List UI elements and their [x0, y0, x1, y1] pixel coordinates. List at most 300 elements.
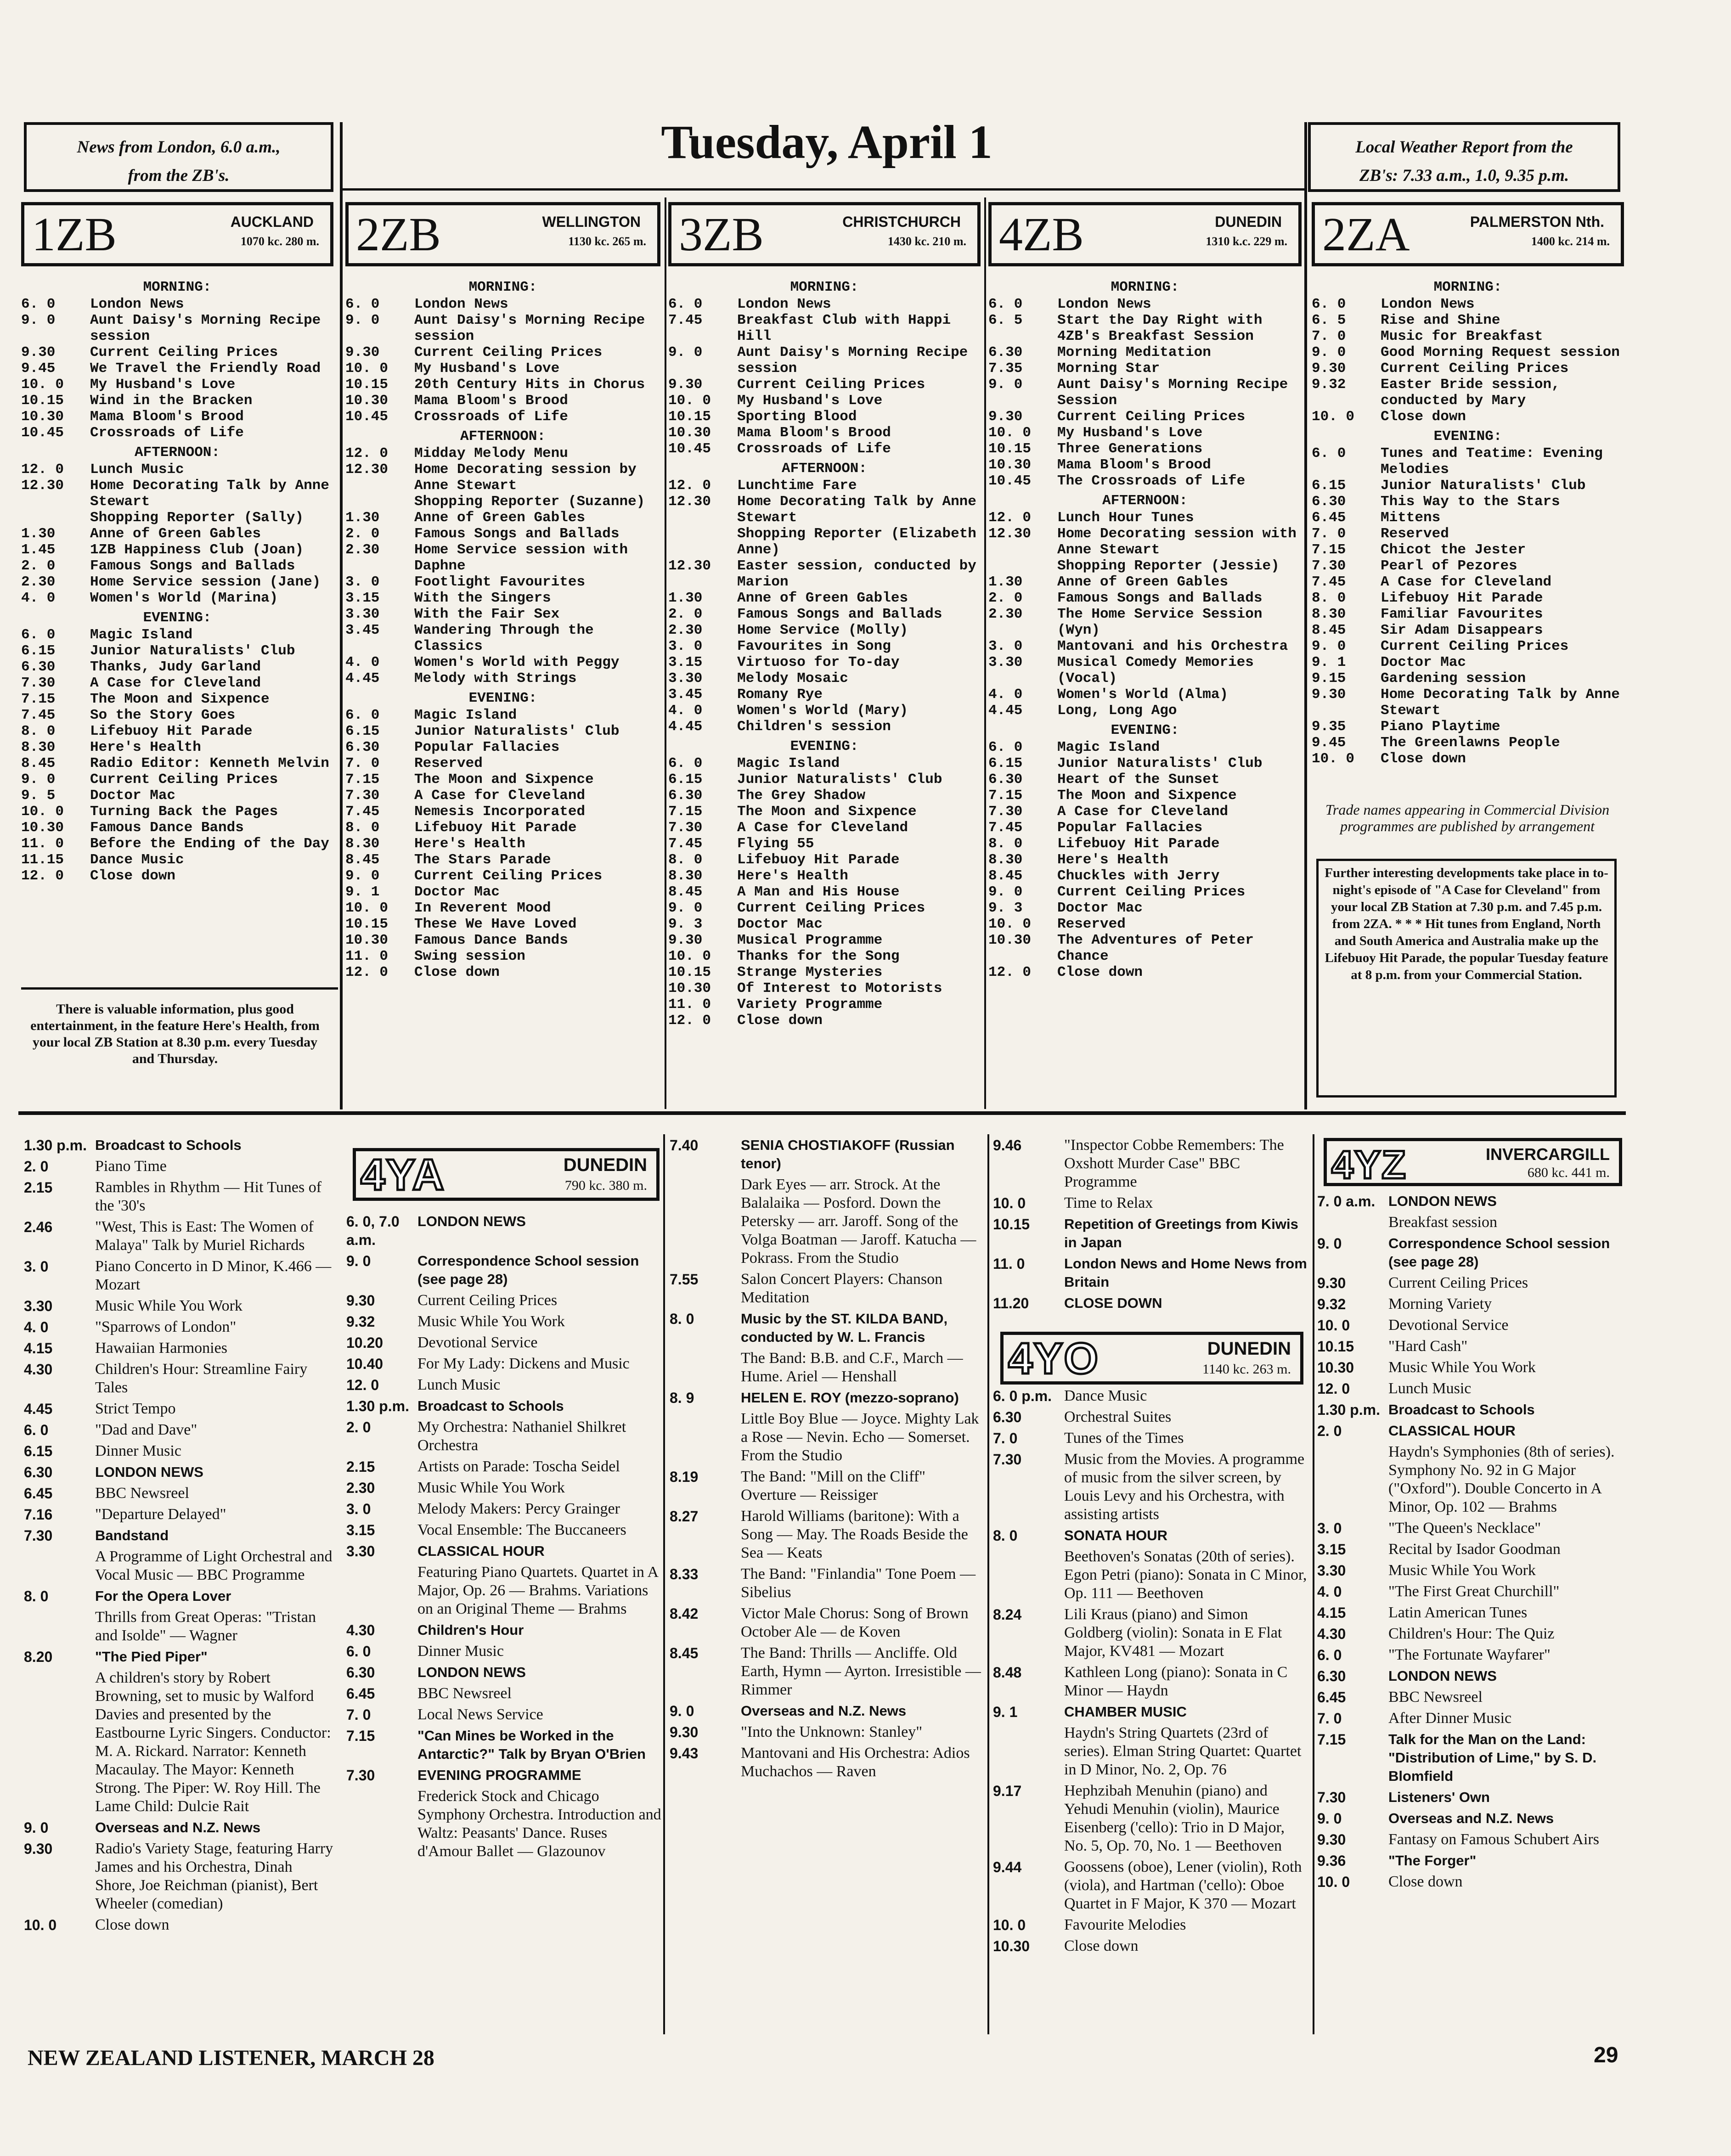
program-time: 4. 0: [668, 703, 703, 719]
program-row: [346, 1376, 661, 1394]
station-schedule-1zb: [21, 276, 333, 884]
program-row: [345, 932, 660, 948]
right-weather-note: [1308, 122, 1620, 192]
program-row: [988, 755, 1302, 771]
program-title: Current Ceiling Prices: [737, 377, 925, 393]
program-time: 6.45: [1317, 1689, 1346, 1706]
program-title: Current Ceiling Prices: [414, 344, 603, 360]
program-time: 9. 0: [24, 1819, 49, 1836]
program-title: The Band: B.B. and C.F., March — Hume. Ariel — Henshall: [741, 1350, 963, 1385]
program-time: 7.45: [1312, 574, 1346, 590]
station-frequency: 1400 kc. 214 m.: [1531, 235, 1610, 248]
program-time: 10.15: [993, 1216, 1030, 1233]
program-time: 9. 1: [1312, 654, 1346, 670]
program-row: [345, 820, 660, 836]
program-time: [993, 1724, 1064, 1779]
program-time: 7. 0 a.m.: [1317, 1193, 1376, 1210]
program-row: [1317, 1422, 1620, 1440]
program-title: Close down: [1381, 751, 1466, 767]
logo-4ya-letters: 4YA: [361, 1150, 445, 1199]
program-row: [346, 1397, 661, 1415]
program-time: 12. 0: [345, 445, 389, 462]
program-title: Lunch Music: [1388, 1380, 1472, 1397]
program-row: [24, 1916, 336, 1934]
program-time: 6.30: [1317, 1668, 1346, 1684]
program-title: HELEN E. ROY (mezzo-soprano): [741, 1390, 959, 1406]
program-row: [1317, 1688, 1620, 1706]
program-time: 6.30: [346, 1664, 375, 1681]
program-row: [668, 409, 981, 425]
program-title: Chuckles with Jerry: [1057, 868, 1220, 884]
program-row: [21, 868, 333, 884]
col-rule-1: [340, 122, 343, 1109]
program-time: 10.45: [21, 425, 64, 441]
program-time: 8. 9: [670, 1390, 694, 1406]
program-row: [993, 1663, 1310, 1700]
program-time: [24, 1669, 95, 1816]
program-time: 10.30: [988, 457, 1032, 473]
program-row: [988, 852, 1302, 868]
program-title: Of Interest to Motorists: [737, 980, 942, 996]
program-time: 10. 0: [668, 948, 711, 964]
program-time: 4.15: [1317, 1604, 1346, 1621]
program-time: 9.36: [1317, 1852, 1346, 1869]
program-title: Devotional Service: [1388, 1317, 1509, 1334]
program-row: [1317, 1646, 1620, 1664]
program-title: Close down: [1388, 1873, 1463, 1890]
program-time: 7.55: [670, 1271, 699, 1288]
program-time: 9.45: [21, 360, 56, 377]
program-row: [24, 1505, 336, 1524]
program-title: CLOSE DOWN: [1064, 1295, 1162, 1311]
program-title: Anne of Green Gables: [1057, 574, 1229, 590]
program-time: 9.30: [345, 344, 380, 360]
program-title: Thrills from Great Operas: "Tristan and Isolde" — Wagner: [95, 1609, 316, 1644]
program-title: Overseas and N.Z. News: [1388, 1810, 1554, 1826]
program-row: [24, 1840, 336, 1913]
program-time: 9.35: [1312, 719, 1346, 735]
program-row: [988, 804, 1302, 820]
program-title: Music for Breakfast: [1381, 328, 1543, 344]
program-time: 11. 0: [345, 948, 389, 964]
program-time: 7.30: [668, 820, 703, 836]
program-title: Piano Concerto in D Minor, K.466 — Mozart: [95, 1258, 332, 1293]
program-row: [1317, 1540, 1620, 1559]
program-time: 7.30: [346, 1767, 375, 1784]
program-title: "Inspector Cobbe Remembers: The Oxshott Murder Case" BBC Programme: [1064, 1137, 1284, 1190]
program-title: Haydn's String Quartets (23rd of series). Elman String Quartet: Quartet in D Minor, No. 2, Op. 76: [1064, 1724, 1302, 1778]
program-row: [988, 739, 1302, 755]
program-title: Close down: [90, 868, 176, 884]
program-row: [24, 1218, 336, 1255]
program-time: 9.32: [1312, 377, 1346, 393]
program-time: 9. 0: [21, 312, 56, 328]
program-row: [993, 1548, 1310, 1603]
program-title: Artists on Parade: Toscha Seidel: [417, 1458, 620, 1475]
program-row: [668, 932, 981, 948]
program-time: 3.15: [345, 590, 380, 606]
program-title: Musical Comedy Memories (Vocal): [1057, 654, 1254, 687]
program-row: [1312, 654, 1624, 670]
program-row: [670, 1744, 985, 1781]
program-time: 4. 0: [988, 687, 1023, 703]
program-time: 11.15: [21, 852, 64, 868]
program-row: [346, 1418, 661, 1455]
program-row: [24, 1360, 336, 1397]
program-title: Favourite Melodies: [1064, 1916, 1186, 1933]
program-title: Little Boy Blue — Joyce. Mighty Lak a Rose — Nevin. Echo — Somerset. From the Studio: [741, 1410, 979, 1464]
program-row: [1317, 1604, 1620, 1622]
program-row: [988, 820, 1302, 836]
program-row: [346, 1542, 661, 1560]
program-time: [21, 510, 90, 526]
program-title: Broadcast to Schools: [95, 1137, 242, 1153]
program-title: Shopping Reporter (Elizabeth Anne): [737, 526, 976, 558]
program-title: Famous Songs and Ballads: [90, 558, 295, 574]
program-row: [670, 1565, 985, 1602]
program-time: 8.45: [345, 852, 380, 868]
program-time: [24, 1548, 95, 1584]
program-time: 8. 0: [668, 852, 703, 868]
program-title: Aunt Daisy's Morning Recipe Session: [1057, 377, 1288, 409]
program-time: 1.30: [668, 590, 703, 606]
program-title: Beethoven's Sonatas (20th of series). Egon Petri (piano): Sonata in C Minor, Op. 111 — Beethoven: [1064, 1548, 1307, 1602]
program-time: 6.15: [345, 723, 380, 739]
program-row: [993, 1703, 1310, 1721]
program-row: [345, 296, 660, 312]
program-title: Footlight Favourites: [414, 574, 586, 590]
program-row: [668, 344, 981, 377]
program-title: Aunt Daisy's Morning Recipe session: [414, 312, 645, 344]
program-time: 1.30: [988, 574, 1023, 590]
program-title: A Programme of Light Orchestral and Vocal Music — BBC Programme: [95, 1548, 333, 1583]
program-time: 12. 0: [21, 462, 64, 478]
program-time: 1.30 p.m.: [24, 1137, 87, 1154]
program-row: [668, 558, 981, 590]
station-header-2za: [1312, 202, 1624, 266]
program-title: The Grey Shadow: [737, 788, 866, 804]
program-title: Midday Melody Menu: [414, 445, 568, 462]
program-row: [345, 526, 660, 542]
program-time: 6.30: [1312, 494, 1346, 510]
program-row: [24, 1669, 336, 1816]
program-row: [21, 691, 333, 707]
program-row: [668, 996, 981, 1013]
program-title: Junior Naturalists' Club: [737, 771, 942, 788]
program-time: 12.30: [345, 462, 389, 478]
program-title: "The Fortunate Wayfarer": [1388, 1646, 1551, 1663]
program-title: LONDON NEWS: [1388, 1668, 1497, 1684]
program-time: 10. 0: [21, 377, 64, 393]
program-row: [993, 1215, 1310, 1252]
program-title: Morning Variety: [1388, 1295, 1492, 1312]
program-row: [993, 1605, 1310, 1661]
program-row: [346, 1727, 661, 1763]
program-row: [345, 445, 660, 462]
program-title: Mantovani and his Orchestra: [1057, 638, 1288, 654]
program-title: Easter Bride session, conducted by Mary: [1381, 377, 1560, 409]
program-title: In Reverent Mood: [414, 900, 551, 916]
program-time: 6.30: [988, 344, 1023, 360]
program-time: 4. 0: [21, 590, 56, 606]
program-row: [993, 1526, 1310, 1545]
program-time: 10.20: [346, 1334, 383, 1351]
program-title: The Moon and Sixpence: [737, 804, 917, 820]
program-row: [668, 687, 981, 703]
left-news-note-line1: News from London, 6.0 a.m.,: [77, 138, 281, 157]
program-row: [345, 723, 660, 739]
program-row: [993, 1858, 1310, 1913]
program-title: Lili Kraus (piano) and Simon Goldberg (violin): Sonata in E Flat Major, KV481 — Mozart: [1064, 1606, 1282, 1660]
page-title: Tuesday, April 1: [661, 116, 992, 169]
logo-4yo-city: DUNEDIN: [1207, 1339, 1291, 1359]
program-title: Mittens: [1381, 510, 1441, 526]
program-row: [993, 1387, 1310, 1405]
program-title: Crossroads of Life: [414, 409, 568, 425]
program-title: The Band: "Finlandia" Tone Poem — Sibelius: [741, 1565, 976, 1601]
program-row: [346, 1479, 661, 1497]
program-title: Crossroads of Life: [737, 441, 891, 457]
program-time: 12. 0: [346, 1377, 379, 1393]
program-time: [670, 1410, 741, 1465]
program-title: CLASSICAL HOUR: [417, 1543, 545, 1559]
program-title: Popular Fallacies: [1057, 820, 1203, 836]
program-title: Radio's Variety Stage, featuring Harry James and his Orchestra, Dinah Shore, Joe Reichman (pianist), Bert Wheeler (comedian): [95, 1840, 333, 1912]
program-time: 9.30: [1312, 687, 1346, 703]
program-title: Breakfast Club with Happi Hill: [737, 312, 951, 344]
program-time: 8.45: [1312, 622, 1346, 638]
program-row: [24, 1484, 336, 1503]
program-row: [988, 884, 1302, 900]
program-time: 8.30: [668, 868, 703, 884]
program-time: 3.15: [346, 1522, 375, 1538]
program-time: 6.15: [24, 1443, 53, 1459]
program-row: [668, 312, 981, 344]
program-title: Children's Hour: Streamline Fairy Tales: [95, 1361, 308, 1396]
program-title: Women's World (Marina): [90, 590, 278, 606]
program-row: [988, 868, 1302, 884]
program-title: The Band: "Mill on the Cliff" Overture — Reissiger: [741, 1468, 926, 1503]
program-title: Anne of Green Gables: [737, 590, 908, 606]
program-time: 4.45: [345, 670, 380, 687]
program-row: [668, 670, 981, 687]
program-title: Breakfast session: [1388, 1214, 1498, 1231]
program-row: [21, 296, 333, 312]
program-title: Strict Tempo: [95, 1400, 176, 1417]
note-rule-left: [21, 987, 338, 990]
program-time: 10.30: [345, 393, 389, 409]
program-row: [21, 344, 333, 360]
section-label: MORNING:: [468, 279, 537, 295]
program-row: [345, 884, 660, 900]
program-title: Three Generations: [1057, 441, 1203, 457]
program-title: Tunes and Teatime: Evening Melodies: [1381, 445, 1603, 478]
program-time: 3.30: [988, 654, 1023, 670]
program-title: Current Ceiling Prices: [414, 868, 603, 884]
program-time: 10.15: [345, 377, 389, 393]
program-title: "West, This is East: The Women of Malaya" Talk by Muriel Richards: [95, 1218, 314, 1254]
program-time: 8.48: [993, 1664, 1022, 1681]
program-row: [668, 980, 981, 996]
program-title: Latin American Tunes: [1388, 1604, 1528, 1621]
program-title: EVENING PROGRAMME: [417, 1767, 581, 1783]
program-time: 9. 0: [668, 900, 703, 916]
program-title: The Stars Parade: [414, 852, 551, 868]
program-title: Shopping Reporter (Jessie): [1057, 558, 1280, 574]
program-time: 6. 0: [988, 739, 1023, 755]
program-time: 2. 0: [1317, 1423, 1342, 1439]
program-title: Lunch Hour Tunes: [1057, 510, 1194, 526]
program-time: 6. 0: [24, 1422, 49, 1438]
program-row: [21, 425, 333, 441]
program-title: Victor Male Chorus: Song of Brown October Ale — de Koven: [741, 1605, 969, 1640]
program-title: Haydn's Symphonies (8th of series). Symphony No. 92 in G Major ("Oxford"). Double Concerto in A Minor, Op. 102 — Brahms: [1388, 1443, 1615, 1515]
program-time: 4. 0: [345, 654, 380, 670]
logo-4yz: [1324, 1138, 1622, 1186]
station-city: PALMERSTON Nth.: [1470, 214, 1604, 230]
program-row: [668, 606, 981, 622]
program-row: [346, 1500, 661, 1518]
program-title: Hephzibah Menuhin (piano) and Yehudi Menuhin (violin), Maurice Eisenberg ('cello): Trio in D Major, No. 5, Op. 70, No. 1 — Beethoven: [1064, 1782, 1285, 1854]
program-row: [346, 1787, 661, 1861]
program-row: [24, 1157, 336, 1176]
program-row: [988, 510, 1302, 526]
program-time: 4.30: [1317, 1626, 1346, 1642]
program-row: [668, 964, 981, 980]
program-row: [1312, 296, 1624, 312]
program-row: [21, 788, 333, 804]
program-title: Easter session, conducted by Marion: [737, 558, 976, 590]
program-time: 9.44: [993, 1859, 1022, 1875]
program-row: [988, 409, 1302, 425]
program-title: Home Decorating session by Anne Stewart: [414, 462, 637, 494]
station-frequency: 1070 kc. 280 m.: [240, 235, 319, 248]
logo-4yo-freq: 1140 kc. 263 m.: [1202, 1362, 1291, 1377]
program-row: [670, 1410, 985, 1465]
program-title: The Moon and Sixpence: [414, 771, 594, 788]
program-time: 6. 0: [668, 296, 703, 312]
program-title: Swing session: [414, 948, 525, 964]
program-title: Anne of Green Gables: [90, 526, 261, 542]
program-time: 8.20: [24, 1649, 53, 1665]
program-row: [1317, 1873, 1620, 1891]
program-row: [670, 1176, 985, 1267]
program-title: Junior Naturalists' Club: [90, 643, 295, 659]
program-time: 6.45: [24, 1485, 53, 1502]
program-row: [993, 1782, 1310, 1855]
program-title: Lifebuoy Hit Parade: [90, 723, 253, 739]
program-row: [345, 494, 660, 510]
program-row: [668, 393, 981, 409]
program-time: 7. 0: [346, 1706, 371, 1723]
program-title: Vocal Ensemble: The Buccaneers: [417, 1521, 626, 1538]
program-time: [346, 1787, 417, 1861]
program-time: 2. 0: [988, 590, 1023, 606]
program-row: [24, 1648, 336, 1666]
program-row: [1312, 542, 1624, 558]
program-title: Musical Programme: [737, 932, 883, 948]
program-time: 12. 0: [345, 964, 389, 980]
program-time: 6. 5: [1312, 312, 1346, 328]
program-title: BBC Newsreel: [95, 1485, 189, 1502]
col-rule-3: [984, 197, 986, 1109]
program-title: Radio Editor: Kenneth Melvin: [90, 755, 329, 771]
program-title: Reserved: [414, 755, 483, 771]
program-row: [345, 462, 660, 494]
program-row: [24, 1178, 336, 1215]
program-row: [1317, 1830, 1620, 1849]
program-time: 10. 0: [668, 393, 711, 409]
program-title: For My Lady: Dickens and Music: [417, 1355, 630, 1372]
program-time: [988, 558, 1057, 574]
program-row: [21, 360, 333, 377]
program-row: [21, 723, 333, 739]
program-title: Romany Rye: [737, 687, 823, 703]
program-row: [345, 964, 660, 980]
program-row: [1312, 409, 1624, 425]
program-time: 1.30 p.m.: [1317, 1402, 1380, 1418]
program-title: SENIA CHOSTIAKOFF (Russian tenor): [741, 1137, 955, 1171]
program-time: 11. 0: [668, 996, 711, 1013]
program-title: Listeners' Own: [1388, 1789, 1490, 1805]
station-header-4zb: [988, 202, 1302, 266]
program-row: [668, 719, 981, 735]
program-title: "The Forger": [1388, 1852, 1477, 1869]
program-row: [345, 852, 660, 868]
program-row: [345, 868, 660, 884]
station-code: 4ZB: [999, 208, 1084, 261]
program-time: 7.15: [1312, 542, 1346, 558]
program-time: 9.30: [670, 1724, 699, 1740]
program-row: [668, 755, 981, 771]
program-title: We Travel the Friendly Road: [90, 360, 321, 377]
program-row: [21, 659, 333, 675]
program-title: London News: [414, 296, 508, 312]
program-time: 8. 0: [670, 1311, 694, 1327]
program-row: [988, 457, 1302, 473]
program-time: 9.32: [1317, 1296, 1346, 1312]
program-title: Current Ceiling Prices: [1057, 884, 1246, 900]
program-row: [21, 510, 333, 526]
program-title: A Case for Cleveland: [1381, 574, 1552, 590]
program-time: 8. 0: [993, 1527, 1018, 1544]
program-time: 9. 0: [345, 312, 380, 328]
program-row: [345, 590, 660, 606]
program-time: 3.30: [1317, 1562, 1346, 1579]
program-time: 7.30: [993, 1451, 1022, 1468]
program-row: [345, 510, 660, 526]
program-row: [668, 884, 981, 900]
program-row: [988, 654, 1302, 687]
program-row: [1317, 1379, 1620, 1398]
program-time: 10. 0: [345, 360, 389, 377]
program-title: "Sparrows of London": [95, 1318, 237, 1335]
section-label: MORNING:: [1111, 279, 1179, 295]
program-title: Lifebuoy Hit Parade: [737, 852, 900, 868]
program-row: [1317, 1443, 1620, 1516]
program-title: Mama Bloom's Brood: [414, 393, 568, 409]
program-row: [668, 703, 981, 719]
program-row: [346, 1663, 661, 1682]
program-title: Gardening session: [1381, 670, 1526, 687]
program-title: Mantovani and His Orchestra: Adios Muchachos — Raven: [741, 1745, 970, 1780]
program-row: [24, 1442, 336, 1460]
program-title: Wind in the Bracken: [90, 393, 253, 409]
program-time: 9. 1: [345, 884, 380, 900]
lower-col-rule-2: [987, 1134, 989, 2034]
program-row: [24, 1818, 336, 1837]
program-row: [1312, 606, 1624, 622]
